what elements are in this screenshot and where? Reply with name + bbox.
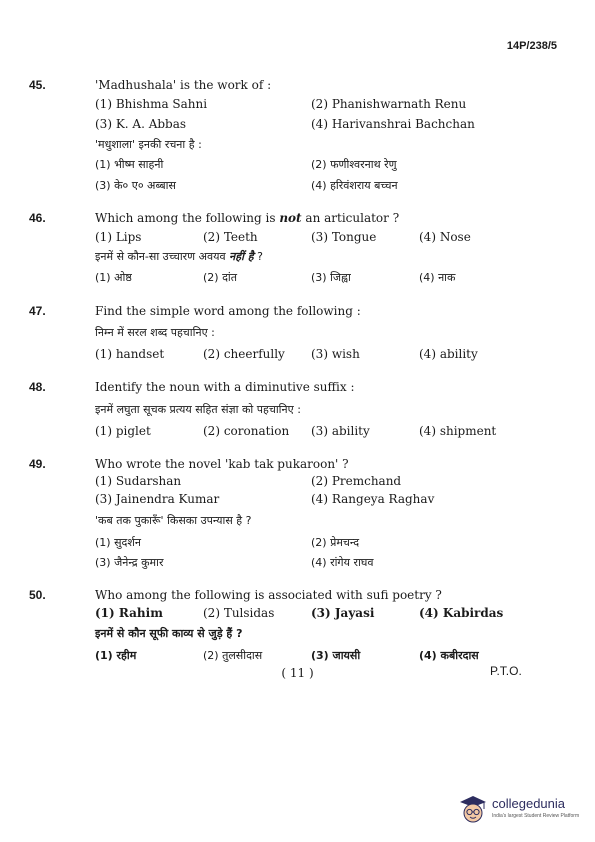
option-4: (4) Rangeya Raghav [311,492,435,506]
hindi-option-1: (1) ओष्ठ [95,271,132,284]
hindi-option-2: (2) दांत [203,271,238,284]
question-number: 46. [29,211,46,225]
option-3: (3) Jayasi [311,606,375,620]
option-4: (4) ability [419,347,478,361]
option-1: (1) piglet [95,424,151,438]
question-number: 50. [29,588,46,602]
hindi-option-1: (1) सुदर्शन [95,536,141,549]
logo-name: collegedunia [492,796,566,811]
hindi-option-4: (4) रांगेय राघव [311,556,374,569]
question-text: Find the simple word among the following : [95,304,361,318]
option-3: (3) K. A. Abbas [95,117,187,131]
hindi-option-4: (4) नाक [419,271,456,284]
option-1: (1) Rahim [95,606,163,620]
option-1: (1) Bhishma Sahni [95,97,208,111]
question-text-hindi: 'मधुशाला' इनकी रचना है : [95,138,202,151]
question-text: 'Madhushala' is the work of : [95,78,272,92]
hindi-option-3: (3) जिह्वा [311,271,351,284]
question-text: Who wrote the novel 'kab tak pukaroon' ? [95,457,349,471]
student-mascot-icon [458,792,488,826]
option-2: (2) coronation [203,424,290,438]
option-4: (4) Nose [419,230,471,244]
pto-label: P.T.O. [490,664,522,678]
question-text: Which among the following is not an articulator ? [95,211,400,225]
question-text: Who among the following is associated with sufi poetry ? [95,588,442,602]
hindi-option-1: (1) भीष्म साहनी [95,158,164,171]
option-2: (2) Teeth [203,230,258,244]
option-3: (3) Tongue [311,230,377,244]
question-text-hindi: 'कब तक पुकारूँ' किसका उपन्यास है ? [95,514,252,527]
hindi-option-3: (3) जैनेन्द्र कुमार [95,556,164,569]
option-4: (4) shipment [419,424,497,438]
hindi-option-3: (3) जायसी [311,649,361,662]
option-3: (3) wish [311,347,360,361]
question-text-hindi: निम्न में सरल शब्द पहचानिए : [95,326,215,339]
logo-tagline: India's largest Student Review Platform [492,813,580,819]
option-3: (3) Jainendra Kumar [95,492,220,506]
hindi-option-2: (2) तुलसीदास [203,649,263,662]
option-1: (1) Lips [95,230,142,244]
emphasis-not: not [279,211,302,225]
option-2: (2) cheerfully [203,347,285,361]
question-number: 45. [29,78,46,92]
option-1: (1) Sudarshan [95,474,182,488]
question-text-hindi: इनमें से कौन-सा उच्चारण अवयव नहीं है ? [95,250,263,263]
option-2: (2) Tulsidas [203,606,275,620]
paper-code: 14P/238/5 [506,40,557,52]
hindi-option-2: (2) फणीश्वरनाथ रेणु [311,158,397,171]
question-number: 47. [29,304,46,318]
option-1: (1) handset [95,347,165,361]
question-number: 49. [29,457,46,471]
option-2: (2) Premchand [311,474,402,488]
option-2: (2) Phanishwarnath Renu [311,97,467,111]
emphasis-nahi: नहीं है [229,250,254,263]
question-text: Identify the noun with a diminutive suffix : [95,380,355,394]
hindi-option-3: (3) के० ए० अब्बास [95,179,176,192]
option-4: (4) Kabirdas [419,606,504,620]
hindi-option-1: (1) रहीम [95,649,137,662]
hindi-option-2: (2) प्रेमचन्द [311,536,360,549]
hindi-option-4: (4) हरिवंशराय बच्चन [311,179,398,192]
page-number: ( 11 ) [281,666,314,680]
question-text-hindi: इनमें लघुता सूचक प्रत्यय सहित संज्ञा को पहचानिए : [95,403,301,416]
collegedunia-logo [458,792,580,828]
question-number: 48. [29,380,46,394]
question-text-hindi: इनमें से कौन सूफी काव्य से जुड़े हैं ? [95,627,243,640]
option-4: (4) Harivanshrai Bachchan [311,117,475,131]
hindi-option-4: (4) कबीरदास [419,649,479,662]
option-3: (3) ability [311,424,370,438]
